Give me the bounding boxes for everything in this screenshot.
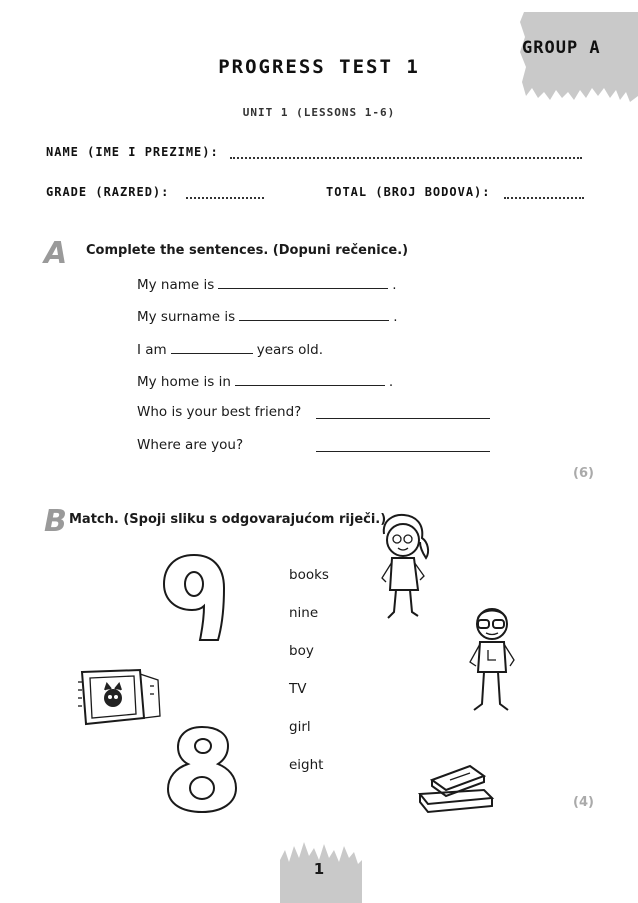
nine-digit-picture[interactable] (160, 552, 230, 644)
group-label: GROUP A (522, 38, 601, 58)
section-a-letter: A (44, 236, 68, 271)
books-picture[interactable] (414, 760, 498, 814)
eight-digit-picture[interactable] (164, 724, 240, 814)
match-word-2[interactable]: nine (289, 605, 319, 621)
sentence-2-blank[interactable] (239, 308, 389, 321)
sentence-2 (137, 308, 398, 325)
sentence-3-blank[interactable] (171, 341, 253, 354)
tv-set-picture[interactable] (76, 668, 162, 726)
name-field-label: NAME (IME I PREZIME): (46, 145, 219, 159)
sentence-3-end: years old. (256, 342, 324, 358)
sentence-1 (137, 276, 397, 293)
match-word-5[interactable]: girl (289, 719, 311, 735)
section-b-heading: Match. (Spoji sliku s odgovarajućom riječi.) (69, 512, 387, 527)
sentence-1-blank[interactable] (218, 276, 388, 289)
sentence-4-end: . (388, 374, 394, 390)
sentence-5-blank[interactable] (316, 418, 490, 419)
page-title: PROGRESS TEST 1 (218, 56, 420, 78)
section-a-heading: Complete the sentences. (Dopuni rečenice.) (86, 243, 409, 258)
sentence-1-end: . (392, 277, 397, 293)
sentence-4 (137, 373, 393, 390)
section-b-points: (4) (573, 795, 594, 810)
match-word-6[interactable]: eight (289, 757, 324, 773)
sentence-2-end: . (393, 309, 398, 325)
name-field[interactable] (230, 157, 582, 159)
sentence-5-text: Who is your best friend? (137, 404, 302, 420)
sentence-3-text: I am (137, 342, 167, 358)
grade-field[interactable] (186, 197, 264, 199)
total-field-label: TOTAL (BROJ BODOVA): (326, 185, 491, 199)
match-word-4[interactable]: TV (289, 681, 307, 697)
page-number: 1 (313, 860, 325, 878)
page-subtitle: UNIT 1 (LESSONS 1-6) (242, 106, 396, 119)
sentence-2-text: My surname is (137, 309, 236, 325)
sentence-4-blank[interactable] (235, 373, 385, 386)
section-a-points: (6) (573, 466, 594, 481)
match-word-1[interactable]: books (289, 567, 329, 583)
match-word-3[interactable]: boy (289, 643, 314, 659)
sentence-6-text: Where are you? (137, 437, 244, 453)
total-field[interactable] (504, 197, 584, 199)
sentence-3 (137, 341, 323, 358)
grade-field-label: GRADE (RAZRED): (46, 185, 170, 199)
sentence-1-text: My name is (137, 277, 215, 293)
sentence-6-blank[interactable] (316, 451, 490, 452)
girl-picture[interactable] (376, 512, 438, 624)
section-b-letter: B (44, 504, 67, 539)
boy-picture[interactable] (464, 604, 526, 716)
sentence-4-text: My home is in (137, 374, 231, 390)
